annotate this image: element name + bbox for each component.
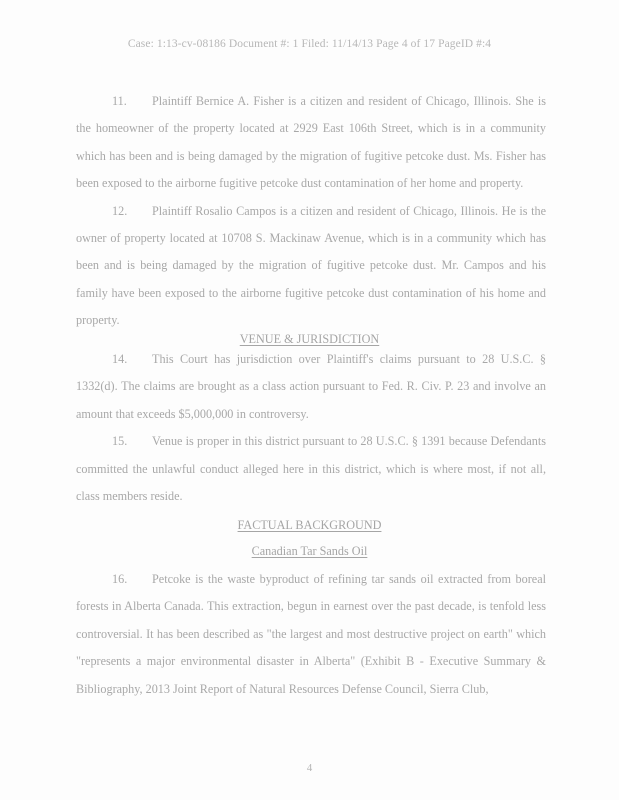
paragraph-text: Petcoke is the waste byproduct of refining tar sands oil extracted from boreal forests in Alberta Canada. This extraction, begun in earnest over the past decade, is tenfold less controversial. It has been described as "the largest and most destructive project on earth" which "represents a major environmental disaster in Alberta" (Exhibit B - Executive Summary & Bibliography, 2013 Joint Report of Natural Resources Defense Council, Sierra Club, <box>76 572 546 696</box>
paragraph-12 <box>76 198 546 335</box>
paragraph-text: Plaintiff Rosalio Campos is a citizen and resident of Chicago, Illinois. He is the owner of property located at 10708 S. Mackinaw Avenue, which is in a community which has been and is being damaged by the migration of fugitive petcoke dust. Mr. Campos and his family have been exposed to the airborne fugitive petcoke dust contamination of his home and property. <box>76 203 546 328</box>
subsection-heading: Canadian Tar Sands Oil <box>251 544 368 558</box>
paragraph-block-top <box>76 88 546 335</box>
paragraph-14 <box>76 346 546 428</box>
paragraph-number: 11. <box>112 94 127 108</box>
paragraph-number: 12. <box>112 203 128 218</box>
paragraph-block-bottom <box>76 566 546 703</box>
paragraph-text: This Court has jurisdiction over Plaintiff's claims pursuant to 28 U.S.C. § 1332(d). The claims are brought as a class action pursuant to Fed. R. Civ. P. 23 and involve an amount that exceeds $5,000,000 in controversy. <box>76 352 546 421</box>
paragraph-block-mid <box>76 346 546 510</box>
paragraph-11 <box>76 88 546 198</box>
paragraph-text: Plaintiff Bernice A. Fisher is a citizen and resident of Chicago, Illinois. She is the homeowner of the property located at 2929 East 106th Street, which is in a community which has been and is being damaged by the migration of fugitive petcoke dust. Ms. Fisher has been exposed to the airborne fugitive petcoke dust contamination of her home and property. <box>76 94 546 191</box>
paragraph-number: 15. <box>112 434 128 449</box>
paragraph-16 <box>76 566 546 703</box>
section-heading-factual: FACTUAL BACKGROUND <box>237 518 382 532</box>
paragraph-number: 16. <box>112 572 128 586</box>
paragraph-15 <box>76 428 546 510</box>
case-header: Case: 1:13-cv-08186 Document #: 1 Filed: 11/14/13 Page 4 of 17 PageID #:4 <box>127 38 492 50</box>
section-heading-venue: VENUE & JURISDICTION <box>239 332 380 346</box>
paragraph-text: Venue is proper in this district pursuant to 28 U.S.C. § 1391 because Defendants committed the unlawful conduct alleged here in this district, which is where most, if not all, class members reside. <box>76 434 546 504</box>
page-number: 4 <box>306 762 313 774</box>
paragraph-number: 14. <box>112 352 128 366</box>
